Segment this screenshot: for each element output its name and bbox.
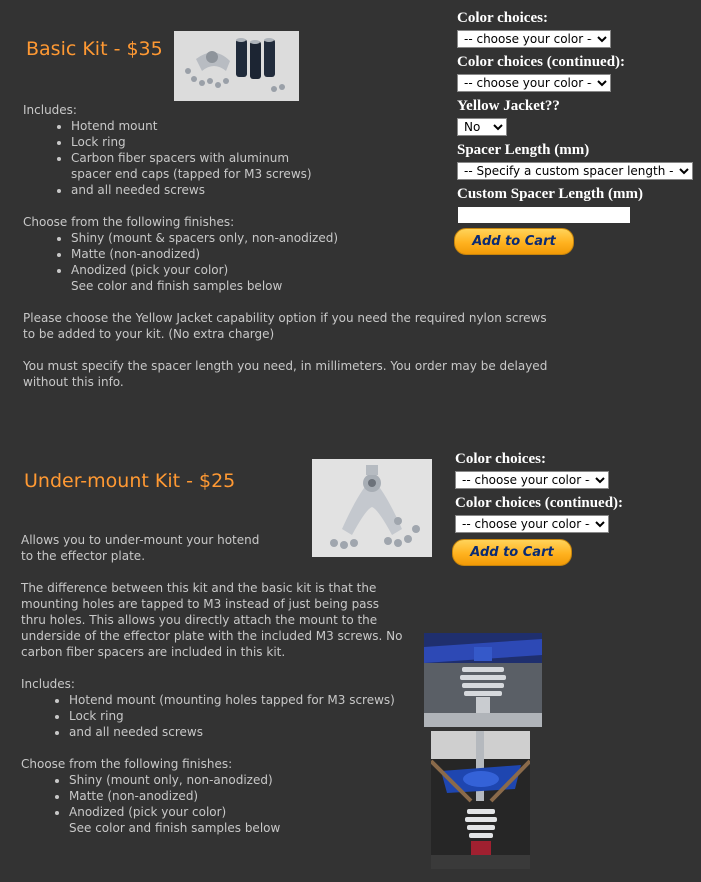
color-choices-continued-select[interactable] <box>457 74 611 92</box>
finishes-label: Choose from the following finishes: <box>23 215 235 229</box>
under-mount-kit-order-form <box>455 449 695 566</box>
custom-spacer-length-input[interactable] <box>457 206 631 224</box>
list-item: • Hotend mount <box>71 118 563 134</box>
color-choices-label: Color choices: <box>457 10 548 26</box>
list-item: • Anodized (pick your color) <box>69 804 421 820</box>
spacer-length-select[interactable] <box>457 162 693 180</box>
list-item: • Anodized (pick your color) <box>71 262 563 278</box>
difference-text: The difference between this kit and the basic kit is that the mounting holes are tapped to M3 instead of just being pass thru holes. This allows you directly attach the mount to the underside of the effector plate with the included M3 screws. No carbon fiber spacers are included in this kit. <box>21 581 403 659</box>
includes-label: Includes: <box>23 103 77 117</box>
add-to-cart-button[interactable]: Add to Cart <box>454 228 574 255</box>
yellow-jacket-select[interactable] <box>457 118 507 136</box>
mounted-hotend-photo <box>424 633 542 727</box>
intro-text: Allows you to under-mount your hotend to the effector plate. <box>21 533 260 563</box>
color-choices-continued-select[interactable] <box>455 515 609 533</box>
list-item: • Hotend mount (mounting holes tapped for M3 screws) <box>69 692 421 708</box>
list-item: • Shiny (mount & spacers only, non-anodized) <box>71 230 563 246</box>
color-choices-label: Color choices: <box>455 451 546 467</box>
list-item: • Lock ring <box>71 134 563 150</box>
list-item: • Matte (non-anodized) <box>69 788 421 804</box>
finishes-label: Choose from the following finishes: <box>21 757 233 771</box>
includes-label: Includes: <box>21 677 75 691</box>
spacer-length-label: Spacer Length (mm) <box>457 142 590 158</box>
finishes-list <box>21 772 421 820</box>
color-choices-continued-label: Color choices (continued): <box>457 54 626 70</box>
under-mount-kit-title: Under-mount Kit - $25 <box>24 470 236 492</box>
list-item: • Shiny (mount only, non-anodized) <box>69 772 421 788</box>
list-item: • Carbon fiber spacers with aluminum spacer end caps (tapped for M3 screws) <box>71 150 331 182</box>
custom-spacer-length-label: Custom Spacer Length (mm) <box>457 186 643 202</box>
basic-kit-photo <box>174 31 299 101</box>
effector-assembly-photo <box>431 731 530 869</box>
yellow-jacket-label: Yellow Jacket?? <box>457 98 560 114</box>
includes-list <box>21 692 421 740</box>
color-choices-continued-label: Color choices (continued): <box>455 495 624 511</box>
under-mount-kit-description <box>21 532 421 836</box>
finishes-note: See color and finish samples below <box>71 279 283 293</box>
list-item: • and all needed screws <box>69 724 421 740</box>
spacer-length-note: You must specify the spacer length you need, in millimeters. You order may be delayed without this info. <box>23 359 548 389</box>
yellow-jacket-note: Please choose the Yellow Jacket capability option if you need the required nylon screws to be added to your kit. (No extra charge) <box>23 311 547 341</box>
basic-kit-title: Basic Kit - $35 <box>26 38 163 60</box>
list-item: • Matte (non-anodized) <box>71 246 563 262</box>
finishes-note: See color and finish samples below <box>69 821 281 835</box>
add-to-cart-button[interactable]: Add to Cart <box>452 539 572 566</box>
basic-kit-order-form <box>457 8 697 255</box>
color-choices-select[interactable] <box>455 471 609 489</box>
list-item: • Lock ring <box>69 708 421 724</box>
list-item: • and all needed screws <box>71 182 563 198</box>
color-choices-select[interactable] <box>457 30 611 48</box>
